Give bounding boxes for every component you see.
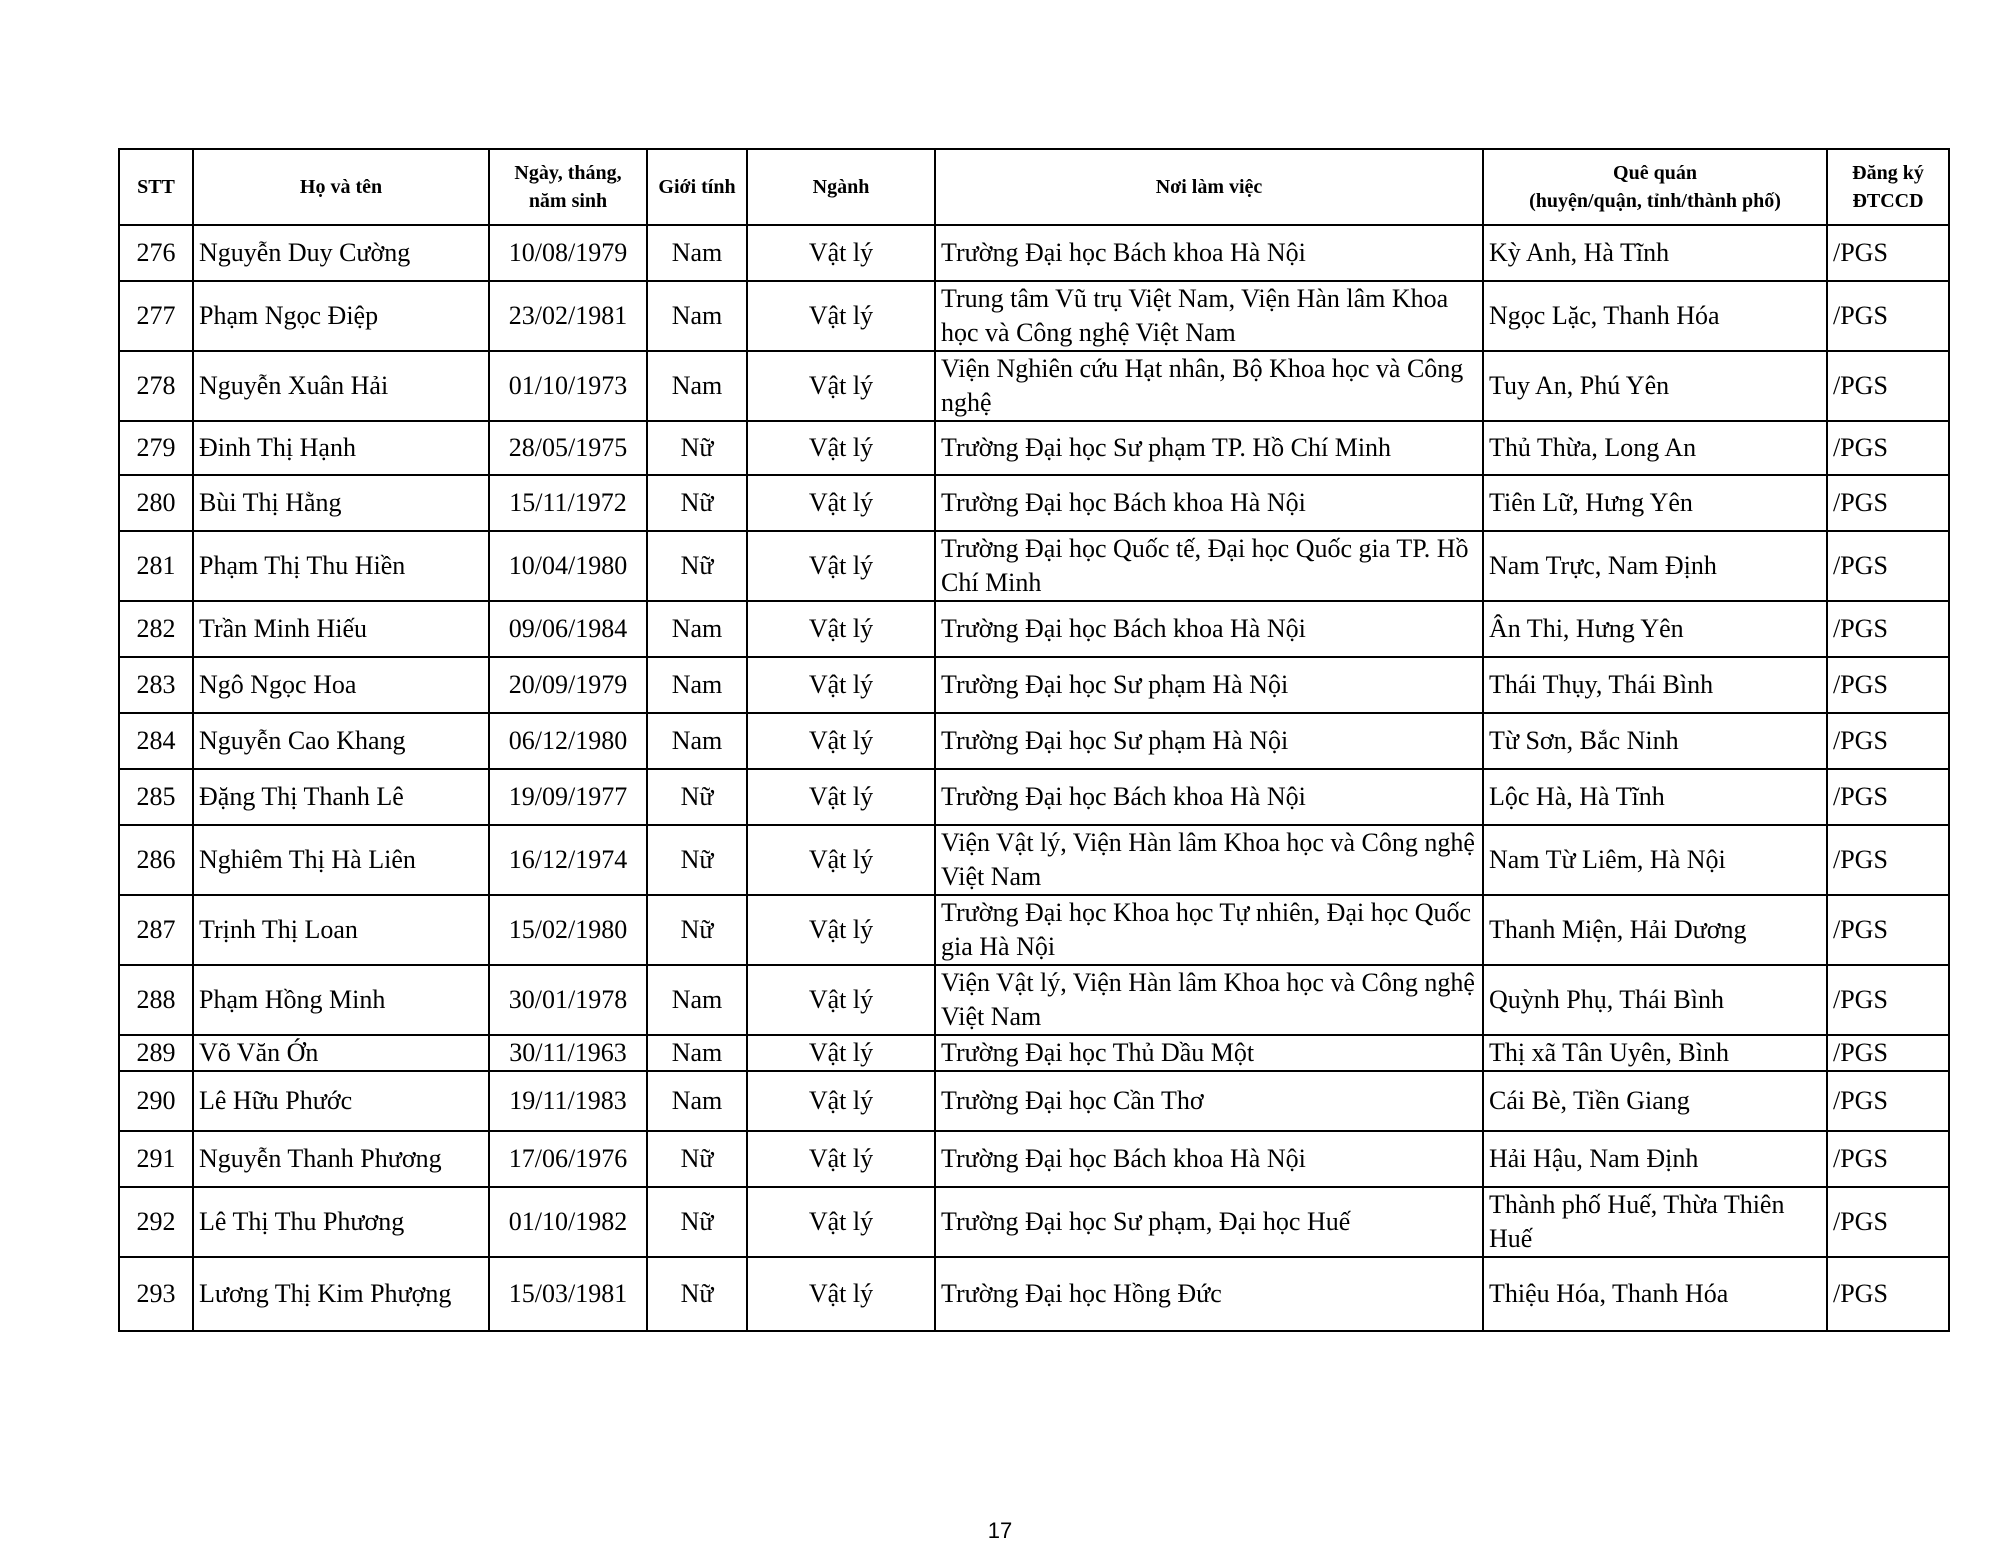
cell-hometown: Từ Sơn, Bắc Ninh: [1483, 713, 1827, 769]
cell-register: /PGS: [1827, 1035, 1949, 1071]
cell-hometown: Lộc Hà, Hà Tĩnh: [1483, 769, 1827, 825]
cell-workplace: Trường Đại học Hồng Đức: [935, 1257, 1483, 1331]
cell-gender: Nam: [647, 601, 747, 657]
cell-dob: 06/12/1980: [489, 713, 647, 769]
cell-name: Bùi Thị Hằng: [193, 475, 489, 531]
cell-register: /PGS: [1827, 225, 1949, 281]
cell-name: Nguyễn Duy Cường: [193, 225, 489, 281]
cell-name: Nguyễn Cao Khang: [193, 713, 489, 769]
table-row: [119, 965, 1949, 1035]
cell-register: /PGS: [1827, 531, 1949, 601]
cell-gender: Nam: [647, 657, 747, 713]
header-hometown-title: Quê quán: [1613, 162, 1697, 184]
cell-field: Vật lý: [747, 351, 935, 421]
cell-stt: 277: [119, 281, 193, 351]
cell-gender: Nam: [647, 225, 747, 281]
cell-register: /PGS: [1827, 1131, 1949, 1187]
cell-hometown: Thiệu Hóa, Thanh Hóa: [1483, 1257, 1827, 1331]
cell-gender: Nữ: [647, 531, 747, 601]
header-dob: Ngày, tháng, năm sinh: [489, 149, 647, 225]
cell-hometown: Tuy An, Phú Yên: [1483, 351, 1827, 421]
cell-gender: Nam: [647, 965, 747, 1035]
cell-workplace: Trường Đại học Bách khoa Hà Nội: [935, 225, 1483, 281]
cell-stt: 279: [119, 421, 193, 475]
header-name: Họ và tên: [193, 149, 489, 225]
cell-hometown: Ngọc Lặc, Thanh Hóa: [1483, 281, 1827, 351]
header-stt: STT: [119, 149, 193, 225]
cell-gender: Nữ: [647, 1187, 747, 1257]
header-register: Đăng ký ĐTCCD: [1827, 149, 1949, 225]
cell-register: /PGS: [1827, 1187, 1949, 1257]
cell-field: Vật lý: [747, 1257, 935, 1331]
header-gender: Giới tính: [647, 149, 747, 225]
cell-hometown: Nam Từ Liêm, Hà Nội: [1483, 825, 1827, 895]
table-row: [119, 351, 1949, 421]
cell-gender: Nữ: [647, 475, 747, 531]
table-row: [119, 657, 1949, 713]
cell-register: /PGS: [1827, 601, 1949, 657]
cell-hometown: Tiên Lữ, Hưng Yên: [1483, 475, 1827, 531]
cell-stt: 284: [119, 713, 193, 769]
page-number: 17: [987, 1518, 1013, 1543]
cell-register: /PGS: [1827, 351, 1949, 421]
cell-name: Võ Văn Ớn: [193, 1035, 489, 1071]
cell-name: Trần Minh Hiếu: [193, 601, 489, 657]
cell-workplace: Trường Đại học Thủ Dầu Một: [935, 1035, 1483, 1071]
cell-dob: 30/01/1978: [489, 965, 647, 1035]
cell-workplace: Trường Đại học Sư phạm TP. Hồ Chí Minh: [935, 421, 1483, 475]
header-hometown-subtitle: (huyện/quận, tỉnh/thành phố): [1529, 190, 1781, 212]
cell-workplace: Viện Vật lý, Viện Hàn lâm Khoa học và Công nghệ Việt Nam: [935, 965, 1483, 1035]
cell-hometown: Ân Thi, Hưng Yên: [1483, 601, 1827, 657]
cell-gender: Nữ: [647, 895, 747, 965]
cell-hometown: Quỳnh Phụ, Thái Bình: [1483, 965, 1827, 1035]
cell-field: Vật lý: [747, 601, 935, 657]
cell-hometown: Kỳ Anh, Hà Tĩnh: [1483, 225, 1827, 281]
cell-field: Vật lý: [747, 281, 935, 351]
cell-dob: 16/12/1974: [489, 825, 647, 895]
cell-register: /PGS: [1827, 475, 1949, 531]
cell-dob: 19/09/1977: [489, 769, 647, 825]
cell-dob: 19/11/1983: [489, 1071, 647, 1131]
cell-register: /PGS: [1827, 657, 1949, 713]
cell-register: /PGS: [1827, 965, 1949, 1035]
cell-name: Lê Thị Thu Phương: [193, 1187, 489, 1257]
cell-stt: 282: [119, 601, 193, 657]
table-row: [119, 1035, 1949, 1071]
cell-name: Ngô Ngọc Hoa: [193, 657, 489, 713]
cell-field: Vật lý: [747, 1187, 935, 1257]
cell-hometown: Thị xã Tân Uyên, Bình: [1483, 1035, 1827, 1071]
cell-workplace: Trường Đại học Khoa học Tự nhiên, Đại học Quốc gia Hà Nội: [935, 895, 1483, 965]
cell-hometown: Thành phố Huế, Thừa Thiên Huế: [1483, 1187, 1827, 1257]
cell-stt: 291: [119, 1131, 193, 1187]
cell-register: /PGS: [1827, 713, 1949, 769]
cell-name: Phạm Ngọc Điệp: [193, 281, 489, 351]
cell-hometown: Thanh Miện, Hải Dương: [1483, 895, 1827, 965]
cell-register: /PGS: [1827, 421, 1949, 475]
cell-register: /PGS: [1827, 1071, 1949, 1131]
cell-register: /PGS: [1827, 281, 1949, 351]
cell-hometown: Thủ Thừa, Long An: [1483, 421, 1827, 475]
cell-stt: 285: [119, 769, 193, 825]
cell-stt: 278: [119, 351, 193, 421]
cell-field: Vật lý: [747, 713, 935, 769]
table-row: [119, 531, 1949, 601]
table-row: [119, 769, 1949, 825]
cell-name: Lương Thị Kim Phượng: [193, 1257, 489, 1331]
table-row: [119, 1257, 1949, 1331]
cell-gender: Nam: [647, 1071, 747, 1131]
cell-register: /PGS: [1827, 895, 1949, 965]
cell-stt: 288: [119, 965, 193, 1035]
cell-workplace: Trường Đại học Bách khoa Hà Nội: [935, 601, 1483, 657]
cell-stt: 290: [119, 1071, 193, 1131]
cell-name: Đinh Thị Hạnh: [193, 421, 489, 475]
cell-name: Nguyễn Xuân Hải: [193, 351, 489, 421]
cell-gender: Nam: [647, 281, 747, 351]
header-hometown: [1483, 149, 1827, 225]
cell-field: Vật lý: [747, 1035, 935, 1071]
cell-field: Vật lý: [747, 475, 935, 531]
table-row: [119, 1187, 1949, 1257]
table-row: [119, 421, 1949, 475]
candidate-table: [118, 148, 1950, 1332]
cell-dob: 10/08/1979: [489, 225, 647, 281]
cell-stt: 292: [119, 1187, 193, 1257]
cell-dob: 10/04/1980: [489, 531, 647, 601]
cell-workplace: Trường Đại học Quốc tế, Đại học Quốc gia TP. Hồ Chí Minh: [935, 531, 1483, 601]
cell-name: Đặng Thị Thanh Lê: [193, 769, 489, 825]
table-row: [119, 475, 1949, 531]
cell-dob: 30/11/1963: [489, 1035, 647, 1071]
cell-gender: Nữ: [647, 421, 747, 475]
cell-workplace: Trung tâm Vũ trụ Việt Nam, Viện Hàn lâm Khoa học và Công nghệ Việt Nam: [935, 281, 1483, 351]
cell-dob: 23/02/1981: [489, 281, 647, 351]
cell-name: Nguyễn Thanh Phương: [193, 1131, 489, 1187]
cell-workplace: Trường Đại học Bách khoa Hà Nội: [935, 475, 1483, 531]
table-row: [119, 281, 1949, 351]
cell-stt: 286: [119, 825, 193, 895]
cell-name: Lê Hữu Phước: [193, 1071, 489, 1131]
cell-dob: 17/06/1976: [489, 1131, 647, 1187]
cell-workplace: Trường Đại học Sư phạm, Đại học Huế: [935, 1187, 1483, 1257]
cell-dob: 01/10/1973: [489, 351, 647, 421]
cell-workplace: Viện Vật lý, Viện Hàn lâm Khoa học và Công nghệ Việt Nam: [935, 825, 1483, 895]
cell-field: Vật lý: [747, 225, 935, 281]
table-row: [119, 1131, 1949, 1187]
cell-stt: 280: [119, 475, 193, 531]
cell-gender: Nữ: [647, 1131, 747, 1187]
header-workplace: Nơi làm việc: [935, 149, 1483, 225]
cell-register: /PGS: [1827, 825, 1949, 895]
cell-register: /PGS: [1827, 769, 1949, 825]
cell-hometown: Hải Hậu, Nam Định: [1483, 1131, 1827, 1187]
cell-field: Vật lý: [747, 1131, 935, 1187]
cell-stt: 281: [119, 531, 193, 601]
cell-gender: Nữ: [647, 1257, 747, 1331]
cell-field: Vật lý: [747, 657, 935, 713]
cell-name: Phạm Thị Thu Hiền: [193, 531, 489, 601]
cell-gender: Nữ: [647, 769, 747, 825]
cell-workplace: Trường Đại học Bách khoa Hà Nội: [935, 1131, 1483, 1187]
cell-field: Vật lý: [747, 965, 935, 1035]
cell-field: Vật lý: [747, 895, 935, 965]
cell-gender: Nam: [647, 351, 747, 421]
cell-workplace: Trường Đại học Bách khoa Hà Nội: [935, 769, 1483, 825]
cell-hometown: Thái Thụy, Thái Bình: [1483, 657, 1827, 713]
cell-name: Phạm Hồng Minh: [193, 965, 489, 1035]
cell-field: Vật lý: [747, 1071, 935, 1131]
cell-field: Vật lý: [747, 825, 935, 895]
cell-dob: 01/10/1982: [489, 1187, 647, 1257]
cell-dob: 28/05/1975: [489, 421, 647, 475]
cell-name: Trịnh Thị Loan: [193, 895, 489, 965]
cell-stt: 283: [119, 657, 193, 713]
table-row: [119, 601, 1949, 657]
cell-gender: Nữ: [647, 825, 747, 895]
cell-dob: 15/03/1981: [489, 1257, 647, 1331]
cell-workplace: Trường Đại học Sư phạm Hà Nội: [935, 657, 1483, 713]
cell-hometown: Cái Bè, Tiền Giang: [1483, 1071, 1827, 1131]
cell-gender: Nam: [647, 1035, 747, 1071]
table-row: [119, 713, 1949, 769]
cell-dob: 20/09/1979: [489, 657, 647, 713]
table-row: [119, 1071, 1949, 1131]
header-field: Ngành: [747, 149, 935, 225]
cell-workplace: Trường Đại học Sư phạm Hà Nội: [935, 713, 1483, 769]
table-row: [119, 225, 1949, 281]
table-row: [119, 825, 1949, 895]
cell-name: Nghiêm Thị Hà Liên: [193, 825, 489, 895]
cell-hometown: Nam Trực, Nam Định: [1483, 531, 1827, 601]
cell-field: Vật lý: [747, 531, 935, 601]
cell-dob: 15/11/1972: [489, 475, 647, 531]
cell-register: /PGS: [1827, 1257, 1949, 1331]
cell-field: Vật lý: [747, 769, 935, 825]
cell-gender: Nam: [647, 713, 747, 769]
cell-stt: 293: [119, 1257, 193, 1331]
cell-stt: 289: [119, 1035, 193, 1071]
table-body: [119, 225, 1949, 1331]
cell-dob: 15/02/1980: [489, 895, 647, 965]
table-row: [119, 895, 1949, 965]
cell-field: Vật lý: [747, 421, 935, 475]
cell-workplace: Trường Đại học Cần Thơ: [935, 1071, 1483, 1131]
cell-workplace: Viện Nghiên cứu Hạt nhân, Bộ Khoa học và Công nghệ: [935, 351, 1483, 421]
cell-dob: 09/06/1984: [489, 601, 647, 657]
cell-stt: 276: [119, 225, 193, 281]
cell-stt: 287: [119, 895, 193, 965]
table-header-row: [119, 149, 1949, 225]
